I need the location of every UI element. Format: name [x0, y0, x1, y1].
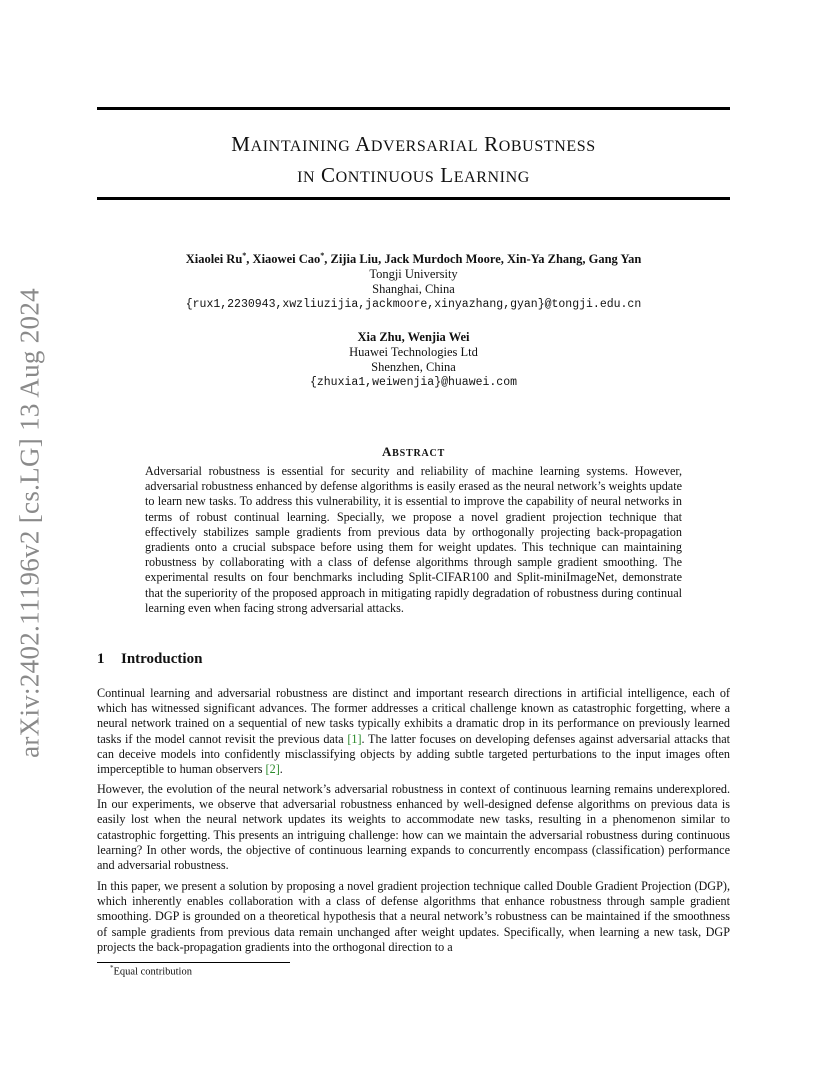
- arxiv-stamp: [10, 288, 50, 758]
- citation-link[interactable]: [2]: [265, 762, 280, 777]
- institution-1: Tongji University: [369, 267, 458, 282]
- section-heading-introduction: [97, 651, 202, 668]
- location-2: Shenzhen, China: [371, 360, 456, 374]
- citation-link[interactable]: [1]: [347, 731, 362, 746]
- arxiv-stamp-text: arXiv:2402.11196v2 [cs.LG] 13 Aug 2024: [14, 288, 45, 758]
- title-line-1: MAINTAINING ADVERSARIAL ROBUSTNESS: [231, 132, 596, 156]
- author-block-2: [97, 330, 730, 390]
- title-bottom-rule: [97, 197, 730, 200]
- author-names-2: Xia Zhu, Wenjia Wei: [357, 330, 470, 344]
- title-line-2: IN CONTINUOUS LEARNING: [297, 163, 530, 187]
- author-block-1: [97, 248, 730, 312]
- institution-2: Huawei Technologies Ltd: [349, 345, 478, 359]
- intro-paragraph-3: In this paper, we present a solution by proposing a novel gradient projection technique called Double Gradient Projection (DGP), which inherently enables collaboration with a class of defense algorithms that enhance robustness through sample gradient smoothing. DGP is grounded on a theoretical hypothesis that a neural network’s robustness can be maintained if the smoothness of sample gradients from previous data remain unchanged after weight updates. Specifically, when learning a new task, DGP projects the back-propagation gradients into the orthogonal direction to a: [97, 879, 730, 954]
- section-number: 1: [97, 651, 105, 667]
- emails-1: {rux1,2230943,xwzliuzijia,jackmoore,xinyazhang,gyan}@tongji.edu.cn: [185, 298, 642, 312]
- title-top-rule: [97, 107, 730, 110]
- abstract-heading: ABSTRACT: [381, 444, 446, 459]
- location-1: Shanghai, China: [372, 282, 455, 297]
- emails-2: {zhuxia1,weiwenjia}@huawei.com: [309, 376, 518, 389]
- author-names-1: Xiaolei Ru*, Xiaowei Cao*, Zijia Liu, Jack Murdoch Moore, Xin-Ya Zhang, Gang Yan: [185, 251, 642, 267]
- footnote-rule: [97, 962, 290, 963]
- abstract-text: Adversarial robustness is essential for security and reliability of machine learning systems. However, adversarial robustness enhanced by defense algorithms is easily erased as the neural network’s weights update to learn new tasks. To address this vulnerability, it is essential to improve the capability of neural networks in terms of robust continual learning. Specially, we propose a novel gradient projection technique that effectively stabilizes sample gradients from previous data by orthogonally projecting back-propagation gradients onto a crucial subspace before using them for weight updates. This technique can maintaining robustness by collaborating with a class of defense algorithms through sample gradient smoothing. The experimental results on four benchmarks including Split-CIFAR100 and Split-miniImageNet, demonstrate that the superiority of the proposed approach in mitigating rapidly degradation of robustness during continual learning even when facing strong adversarial attacks.: [145, 464, 682, 615]
- intro-paragraph-2: However, the evolution of the neural network’s adversarial robustness in context of continuous learning remains underexplored. In our experiments, we observe that adversarial robustness enhanced by well-designed defense algorithms on previous data is easily lost when the neural network updates its weights to accommodate new tasks, resulting in a phenomenon similar to catastrophic forgetting. This presents an intriguing challenge: how can we maintain the adversarial robustness during continuous learning? In other words, the objective of continuous learning expands to concurrently encompass (classification) performance and adversarial robustness.: [97, 782, 730, 873]
- paper-title: [97, 130, 730, 192]
- section-title: Introduction: [121, 651, 203, 667]
- intro-paragraph-1: Continual learning and adversarial robustness are distinct and important research directions in artificial intelligence, each of which has witnessed significant advances. The former addresses a critical challenge known as catastrophic forgetting, where a neural network trained on a sequential of new tasks typically exhibits a dramatic drop in its performance on previously learned tasks if the model cannot revisit the previous data [1]. The latter focuses on developing defenses against adversarial attacks that can deceive models into confidently misclassifying objects by adding subtle targeted perturbations to the input images often imperceptible to human observers [2].: [97, 686, 730, 777]
- footnote: *Equal contribution: [110, 964, 192, 978]
